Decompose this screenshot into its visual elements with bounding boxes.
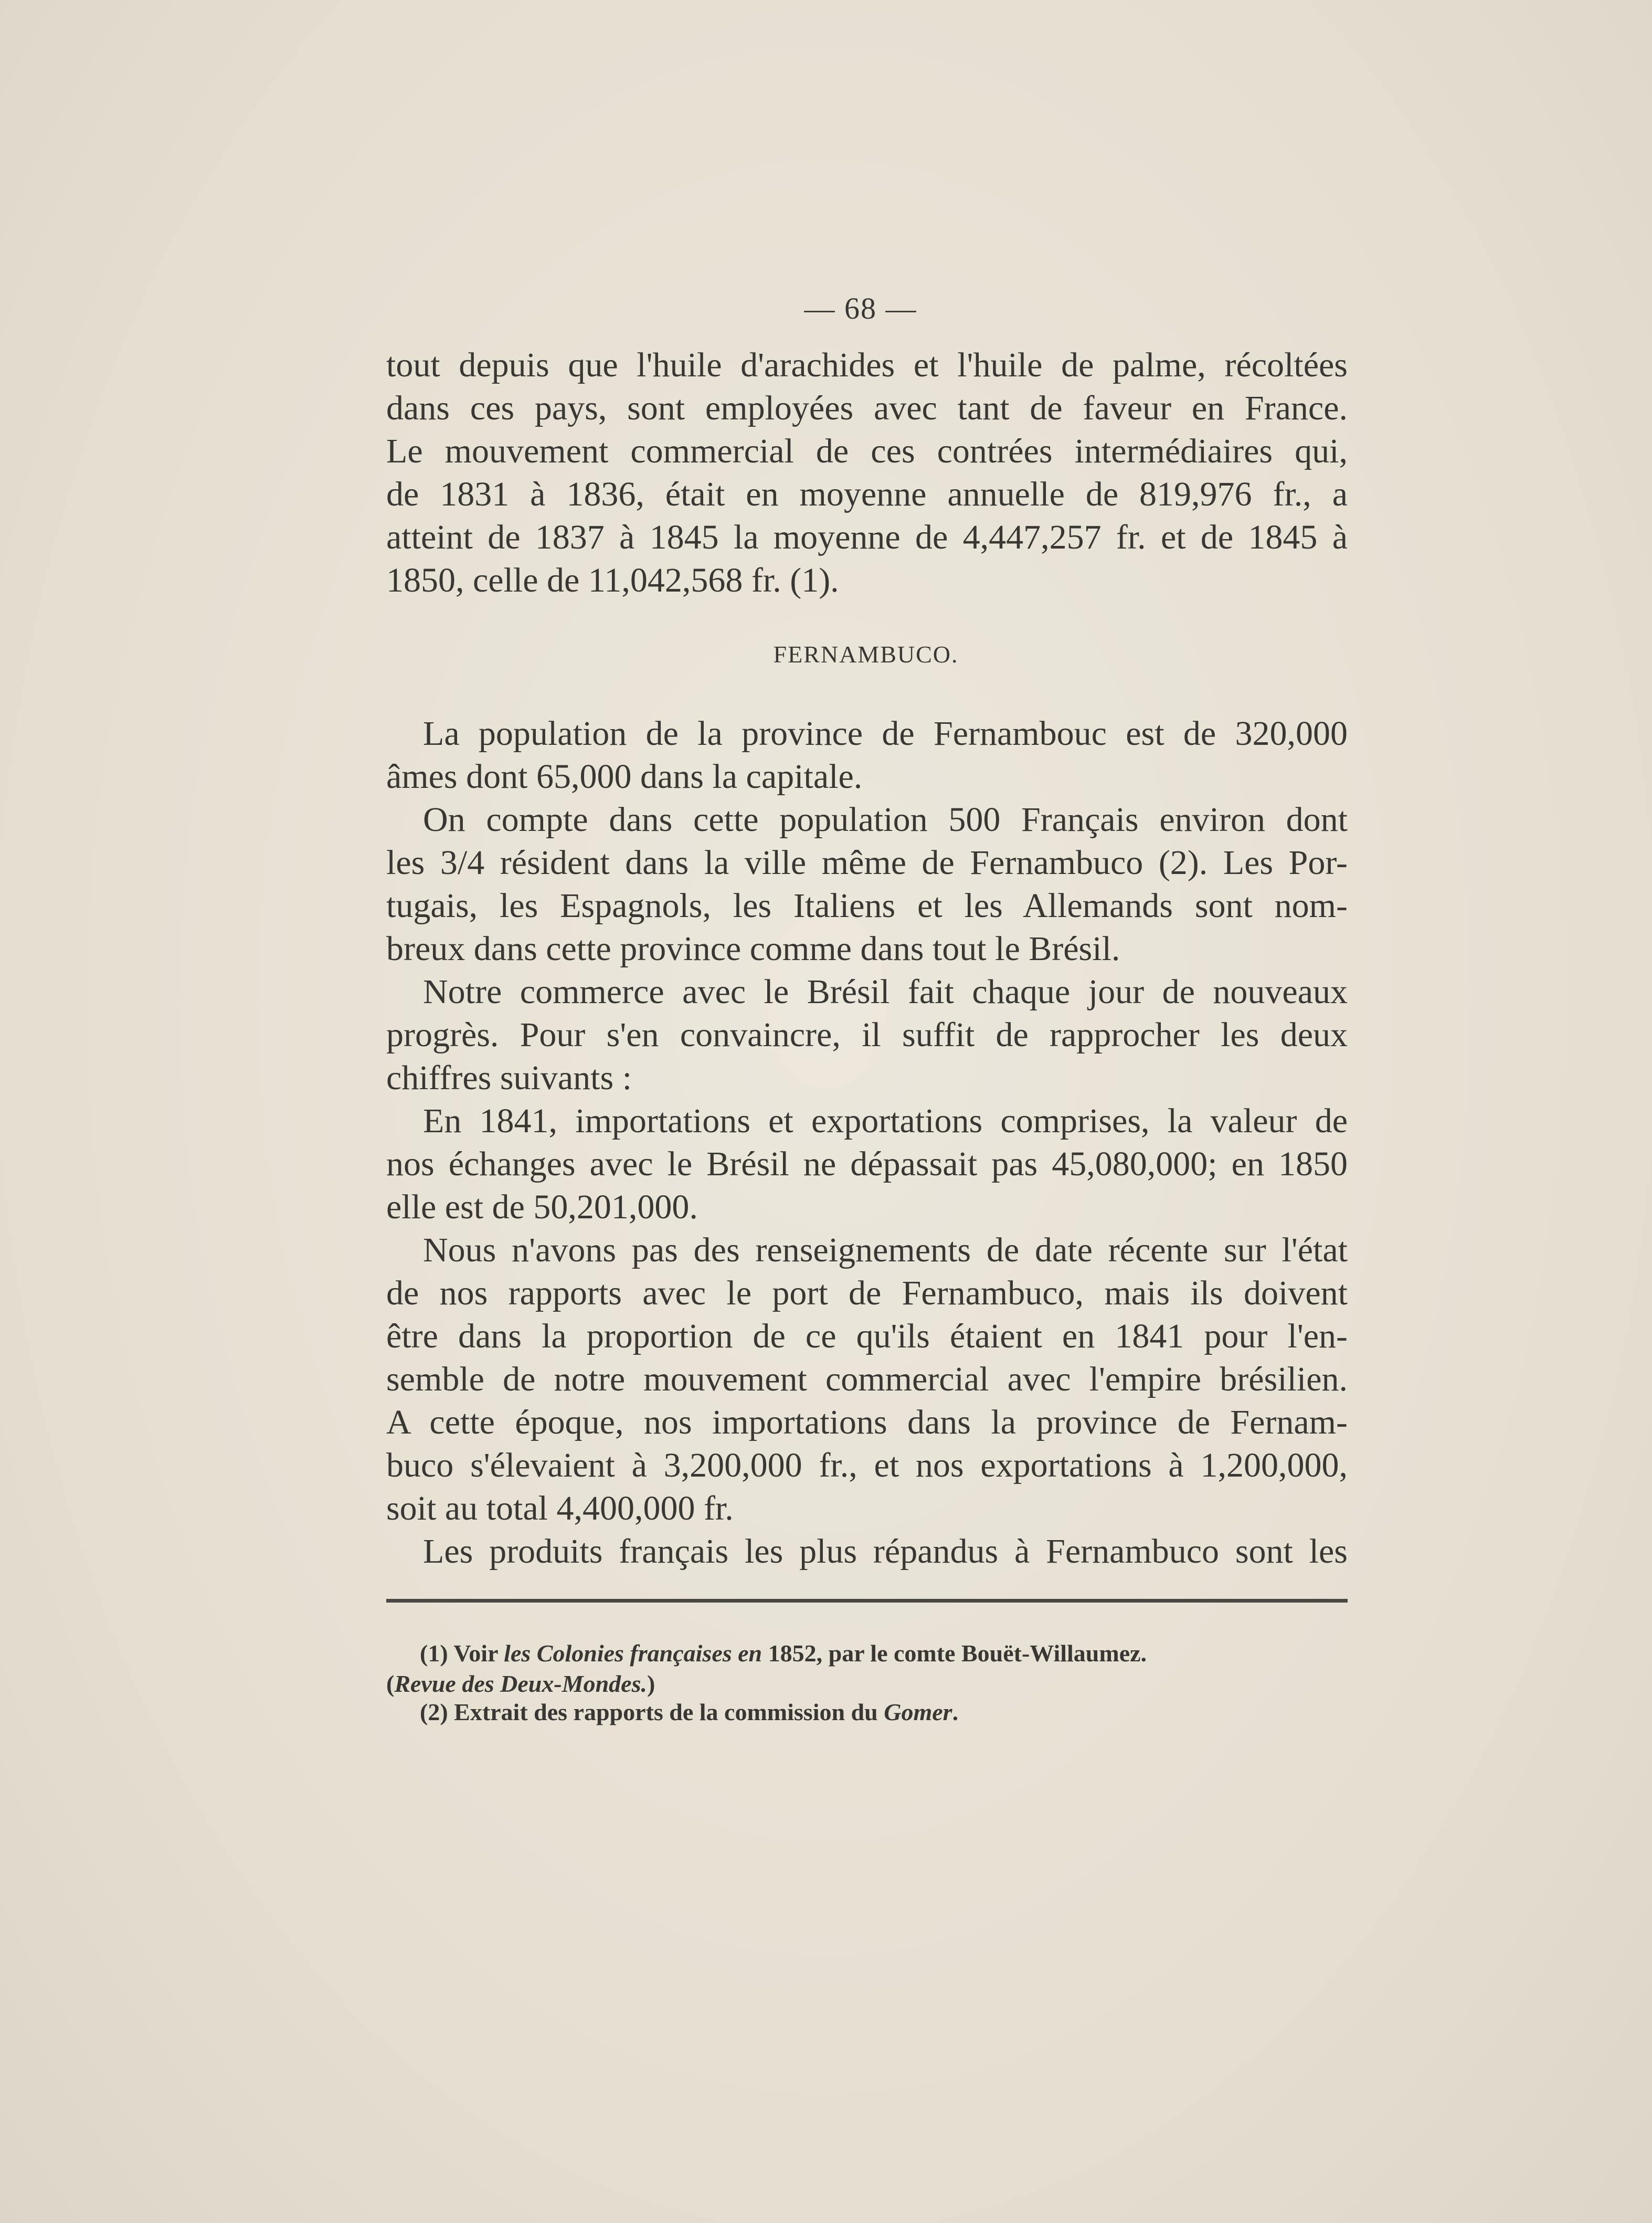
text-line: On compte dans cette population 500 Français environ dont (423, 800, 1348, 839)
text-line: de nos rapports avec le port de Fernambuco, mais ils doivent (386, 1274, 1348, 1312)
text-line: 1850, celle de 11,042,568 fr. (1). (386, 561, 839, 599)
text-line: A cette époque, nos importations dans la province de Fernam- (386, 1403, 1348, 1441)
text-line: En 1841, importations et exportations comprises, la valeur de (423, 1102, 1348, 1140)
text-line: âmes dont 65,000 dans la capitale. (386, 757, 863, 796)
text-line: dans ces pays, sont employées avec tant de faveur en France. (386, 389, 1348, 427)
text-line: les 3/4 résident dans la ville même de Fernambuco (2). Les Por- (386, 844, 1348, 882)
footnote-2-prefix: (2) Extrait des rapports de la commission du (420, 1699, 884, 1725)
footnote-1-suffix: 1852, par le comte Bouët-Willaumez. (762, 1640, 1147, 1667)
text-line: semble de notre mouvement commercial avec l'empire brésilien. (386, 1360, 1348, 1398)
text-line: La population de la province de Fernambouc est de 320,000 (423, 714, 1348, 753)
footnote-1-prefix: (1) Voir (420, 1640, 504, 1667)
text-line: tugais, les Espagnols, les Italiens et les Allemands sont nom- (386, 887, 1348, 925)
footnote-2-suffix: . (952, 1699, 959, 1725)
page-number: — 68 — (804, 291, 917, 325)
text-line: tout depuis que l'huile d'arachides et l'huile de palme, récoltées (386, 346, 1348, 384)
footnote-1-open-paren: ( (386, 1670, 395, 1697)
text-line: Les produits français les plus répandus à Fernambuco sont les (423, 1532, 1348, 1571)
text-line: atteint de 1837 à 1845 la moyenne de 4,447,257 fr. et de 1845 à (386, 518, 1348, 556)
footnote-1-continued (386, 1669, 1348, 1699)
text-line: progrès. Pour s'en convaincre, il suffit de rapprocher les deux (386, 1016, 1348, 1054)
text-line: chiffres suivants : (386, 1059, 632, 1097)
section-heading: FERNAMBUCO. (773, 641, 959, 668)
text-line: nos échanges avec le Brésil ne dépassait pas 45,080,000; en 1850 (386, 1145, 1348, 1183)
footnote-2-ship: Gomer (884, 1699, 952, 1725)
text-line: Le mouvement commercial de ces contrées intermédiaires qui, (386, 432, 1348, 470)
text-line: soit au total 4,400,000 fr. (386, 1489, 734, 1527)
text-line: de 1831 à 1836, était en moyenne annuelle de 819,976 fr., a (386, 475, 1348, 513)
footnote-1-title: les Colonies françaises en (504, 1640, 763, 1667)
text-line: être dans la proportion de ce qu'ils étaient en 1841 pour l'en- (386, 1317, 1348, 1355)
text-line: buco s'élevaient à 3,200,000 fr., et nos exportations à 1,200,000, (386, 1446, 1348, 1484)
footnote-1 (386, 1639, 1348, 1668)
footnote-1-source: Revue des Deux-Mondes. (394, 1670, 648, 1697)
footnote-divider (386, 1599, 1348, 1603)
text-line: elle est de 50,201,000. (386, 1188, 698, 1226)
footnote-1-close-paren: ) (647, 1670, 655, 1697)
text-line: Nous n'avons pas des renseignements de date récente sur l'état (423, 1231, 1348, 1269)
text-line: Notre commerce avec le Brésil fait chaque jour de nouveaux (423, 973, 1348, 1011)
footnote-2 (386, 1698, 1348, 1727)
text-line: breux dans cette province comme dans tout le Brésil. (386, 930, 1120, 968)
